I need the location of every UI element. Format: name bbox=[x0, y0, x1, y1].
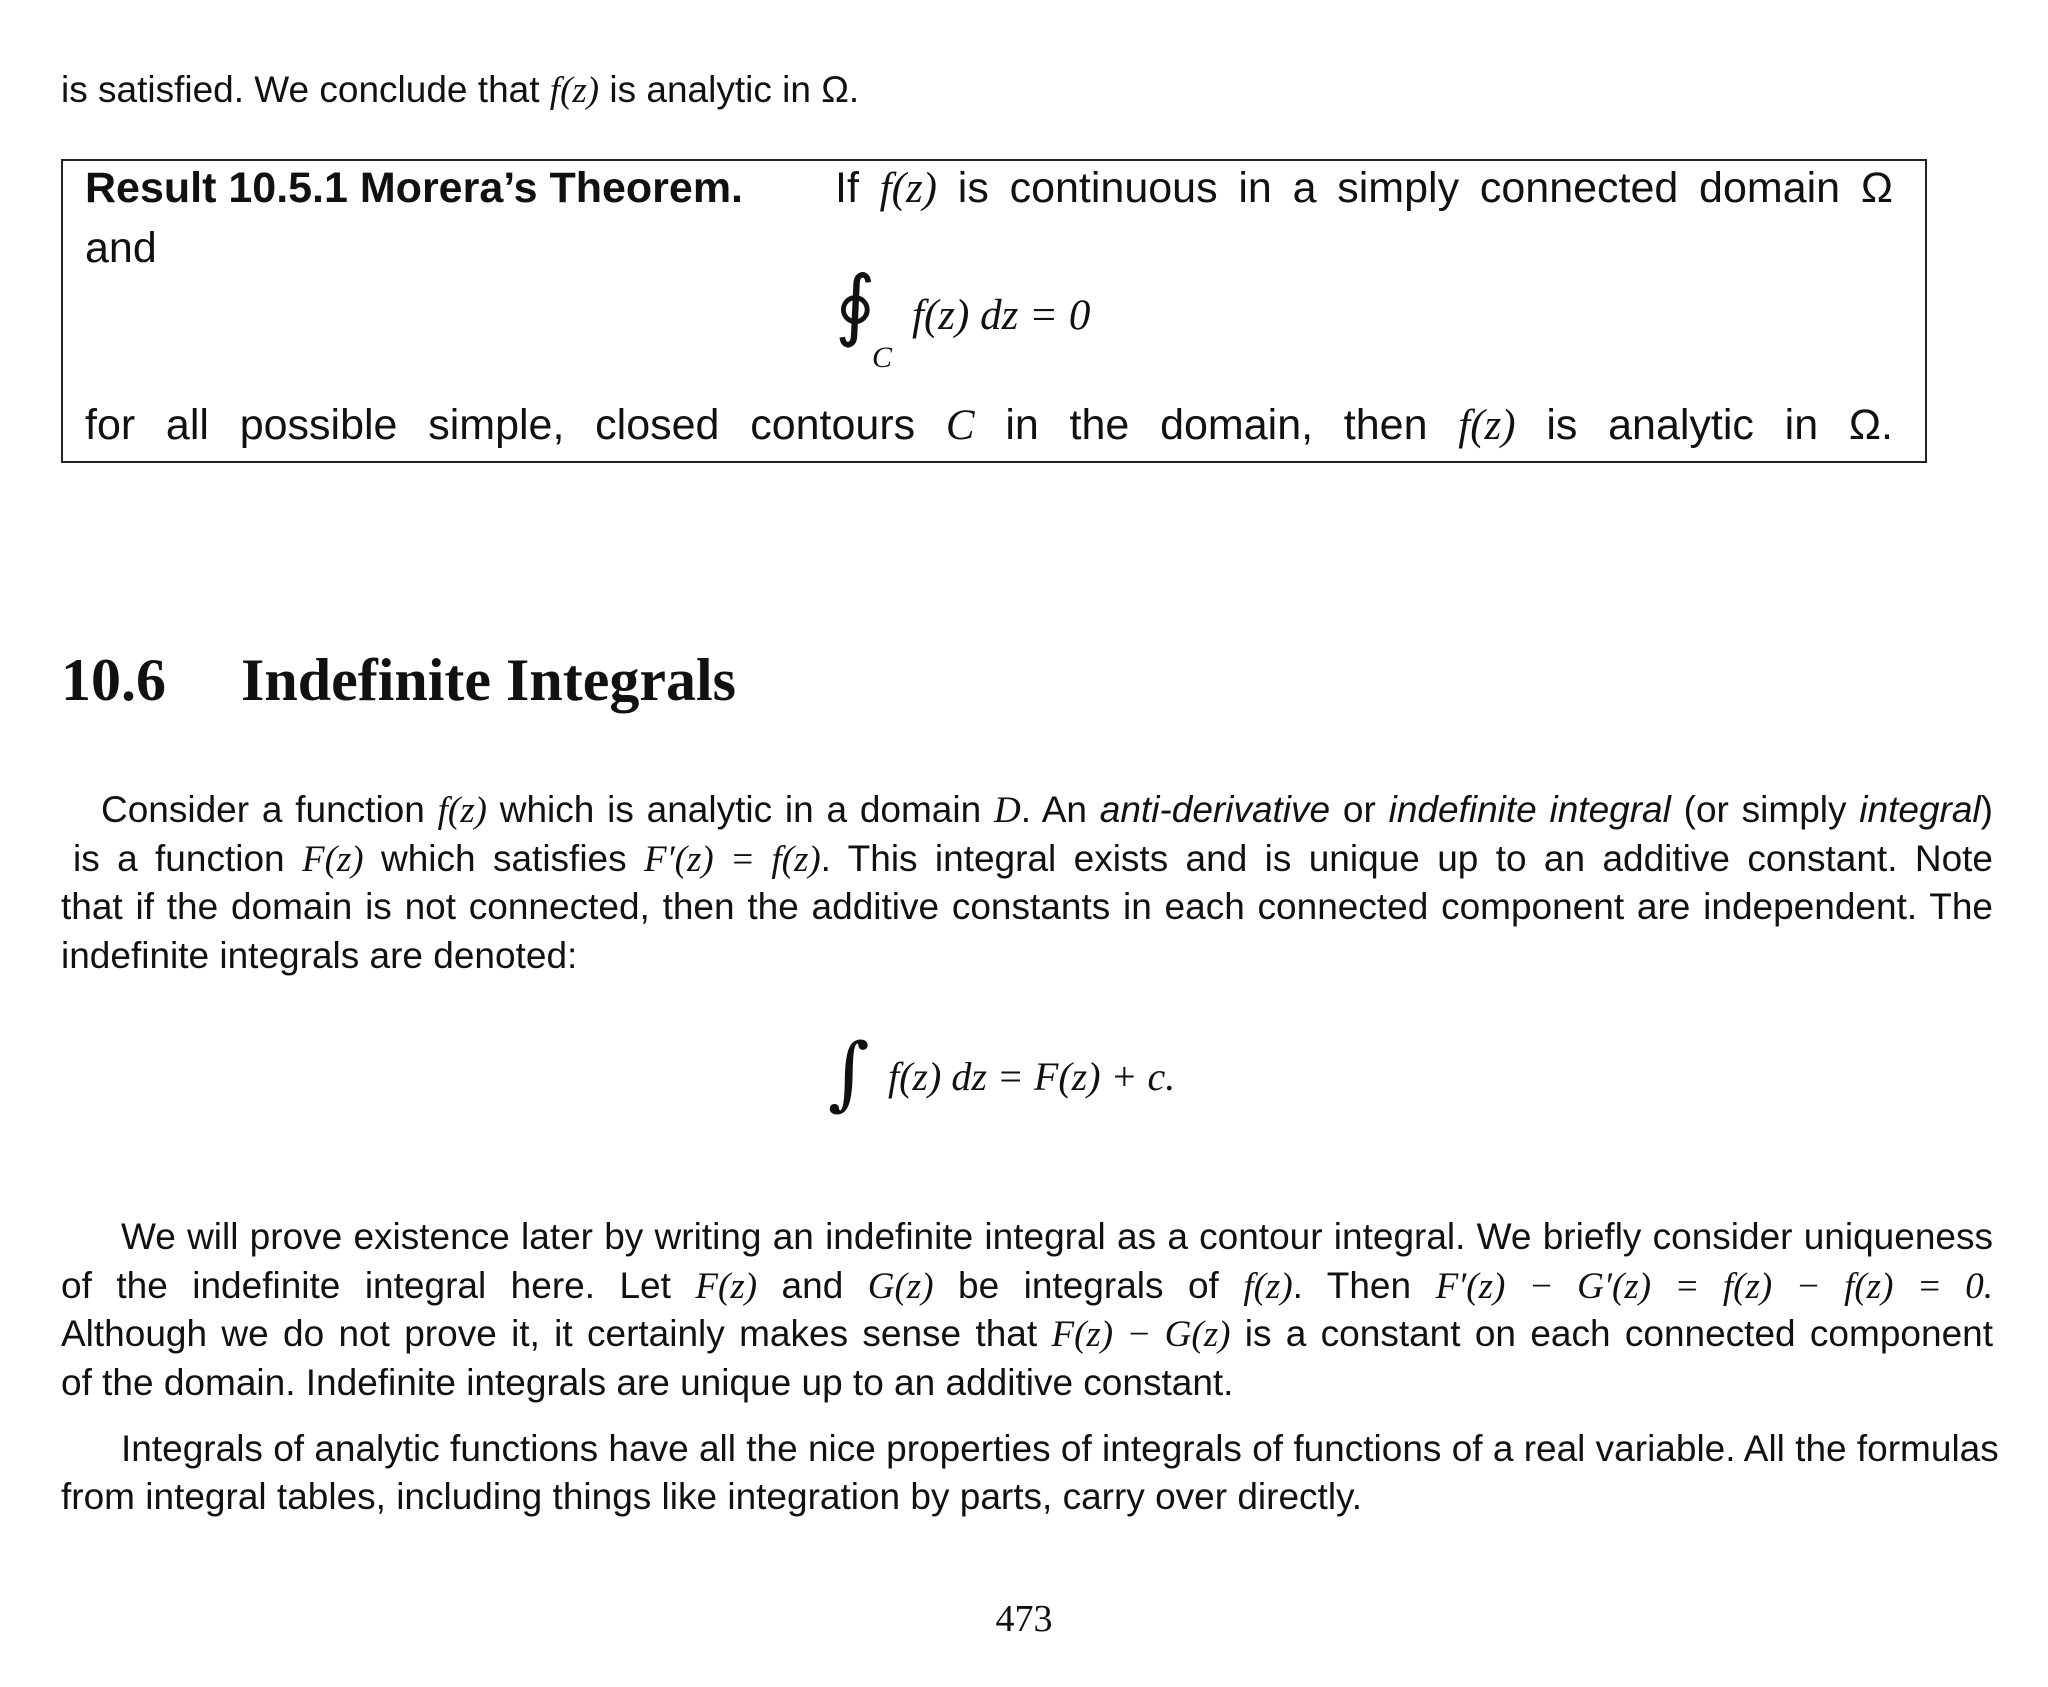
p1-text: . This integral exists and is unique up to an additive constant. Note bbox=[820, 838, 1994, 879]
paragraph2-line1 bbox=[121, 1213, 1993, 1261]
p3-text: from integral tables, including things like integration by parts, carry over directly. bbox=[61, 1476, 1363, 1517]
section-number: 10.6 bbox=[61, 647, 166, 713]
p2-text: of the domain. Indefinite integrals are unique up to an additive constant. bbox=[61, 1362, 1234, 1403]
p1-D: D bbox=[993, 790, 1021, 831]
p2-Fz: F(z) bbox=[695, 1266, 758, 1307]
p2-FG-difference: F(z) − G(z) bbox=[1051, 1314, 1231, 1355]
p2-text: of the indefinite integral here. Let bbox=[61, 1265, 696, 1306]
page-number: 473 bbox=[995, 1598, 1053, 1640]
paragraph3-line2 bbox=[61, 1473, 1362, 1521]
p1-text: which is analytic in a domain bbox=[486, 789, 994, 830]
paragraph1-line1 bbox=[101, 786, 1993, 835]
p1-text: indefinite integrals are denoted: bbox=[61, 935, 578, 976]
p1-anti-derivative: anti-derivative bbox=[1099, 789, 1331, 830]
contour-integral-sign: ∮ bbox=[835, 260, 876, 350]
p1-text: is a function bbox=[73, 838, 302, 879]
result-text-b: is continuous in a simply connected domain Ω bbox=[937, 164, 1894, 212]
p1-fz: f(z) bbox=[437, 790, 487, 831]
p1-text: Consider a function bbox=[101, 789, 438, 830]
paragraph2-line4 bbox=[61, 1359, 1233, 1407]
paragraph1-line3 bbox=[61, 883, 1993, 931]
p2-text: be integrals of bbox=[933, 1265, 1244, 1306]
paragraph1-line4 bbox=[61, 932, 577, 980]
p2-text: . Then bbox=[1292, 1265, 1436, 1306]
paragraph1-line2 bbox=[73, 835, 1993, 884]
p1-text: ) bbox=[1980, 789, 1993, 830]
result-line-1-text bbox=[835, 161, 1893, 216]
p1-integral: integral bbox=[1859, 789, 1981, 830]
result-and: and bbox=[85, 224, 157, 272]
p1-text: (or simply bbox=[1670, 789, 1860, 830]
result-line-3 bbox=[85, 398, 1893, 453]
intro-text-b: is analytic in Ω. bbox=[599, 69, 860, 110]
p2-text: We will prove existence later by writing an indefinite integral as a contour integral. We briefly consider uniqueness bbox=[121, 1216, 1993, 1257]
p1-text: . An bbox=[1020, 789, 1100, 830]
result-text-d: in the domain, then bbox=[974, 401, 1459, 449]
p1-indefinite-integral: indefinite integral bbox=[1388, 789, 1671, 830]
result-fz2: f(z) bbox=[1458, 402, 1516, 449]
intro-line bbox=[61, 66, 859, 115]
result-text-e: is analytic in Ω. bbox=[1515, 401, 1893, 449]
integral-sign: ∫ bbox=[828, 1026, 870, 1119]
paragraph2-line3 bbox=[61, 1310, 1993, 1359]
paragraph2-line2 bbox=[61, 1262, 1993, 1311]
paragraph3-line1 bbox=[121, 1425, 1999, 1473]
p2-fz: f(z) bbox=[1243, 1266, 1293, 1307]
p2-difference-equation: F′(z) − G′(z) = f(z) − f(z) = 0. bbox=[1435, 1266, 1994, 1307]
contour-subscript: C bbox=[872, 341, 893, 374]
p2-Gz: G(z) bbox=[867, 1266, 934, 1307]
p2-text: Although we do not prove it, it certainly makes sense that bbox=[61, 1313, 1052, 1354]
p3-text: Integrals of analytic functions have all the nice properties of integrals of functions of a real variable. All the formulas bbox=[121, 1428, 1999, 1469]
section-heading bbox=[61, 645, 736, 715]
p1-text: that if the domain is not connected, then the additive constants in each connected component are independent. The bbox=[61, 886, 1993, 927]
result-text-a: If bbox=[835, 164, 880, 212]
p2-text: is a constant on each connected component bbox=[1230, 1313, 1994, 1354]
result-C: C bbox=[945, 402, 975, 449]
p1-Fz: F(z) bbox=[301, 839, 364, 880]
result-fz: f(z) bbox=[879, 165, 937, 212]
p1-text: or bbox=[1330, 789, 1389, 830]
result-text-c: for all possible simple, closed contours bbox=[85, 401, 946, 449]
result-label: Result 10.5.1 Morera’s Theorem. bbox=[85, 164, 743, 212]
result-line-2 bbox=[85, 221, 157, 275]
intro-fz: f(z) bbox=[549, 70, 600, 111]
intro-text-a: is satisfied. We conclude that bbox=[61, 69, 550, 110]
morera-integrand: f(z) dz = 0 bbox=[912, 292, 1091, 339]
p2-text: and bbox=[757, 1265, 868, 1306]
section-title: Indefinite Integrals bbox=[241, 647, 736, 713]
p1-derivative-equation: F′(z) = f(z) bbox=[643, 839, 821, 880]
p1-text: which satisfies bbox=[363, 838, 644, 879]
result-line-1 bbox=[85, 161, 743, 215]
indefinite-integral-body: f(z) dz = F(z) + c. bbox=[888, 1054, 1176, 1099]
